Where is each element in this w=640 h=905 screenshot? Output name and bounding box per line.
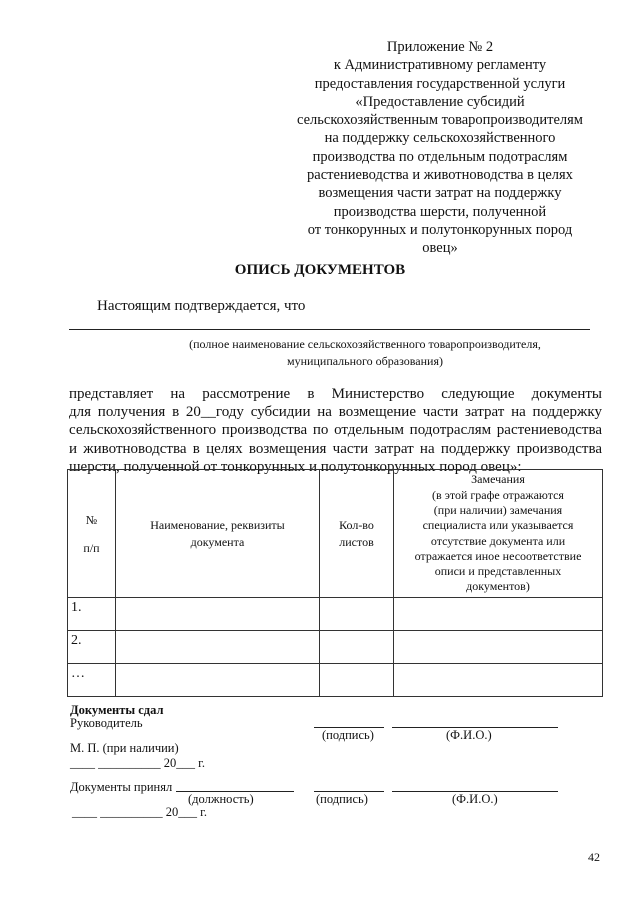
table-header-row — [68, 470, 603, 598]
row-number: 1. — [68, 598, 116, 631]
appendix-line: овец» — [422, 240, 458, 257]
row-qty-cell[interactable] — [320, 664, 394, 697]
intro-text: Настоящим подтверждается, что — [97, 298, 306, 314]
page-number: 42 — [588, 850, 600, 864]
body-paragraph — [69, 385, 602, 476]
applicant-caption — [165, 336, 565, 370]
appendix-line: возмещения части затрат на поддержку — [318, 185, 562, 202]
header-num — [68, 470, 116, 598]
body-line: и животноводства в целях возмещения части затрат на поддержку производства — [69, 440, 602, 457]
row-qty-cell[interactable] — [320, 631, 394, 664]
header-remarks-line: отражается иное несоответствие — [414, 548, 582, 563]
row-number: … — [68, 664, 116, 697]
header-remarks-line: (в этой графе отражаются — [432, 487, 564, 502]
header-qty-line: Кол-во — [339, 517, 374, 532]
header-qty — [320, 470, 394, 598]
caption-line: (полное наименование сельскохозяйственного товаропроизводителя, — [189, 337, 541, 351]
appendix-line: производства шерсти, полученной — [333, 203, 547, 220]
date-line: ____ __________ 20___ г. — [72, 805, 207, 819]
appendix-line: к Административному регламенту — [333, 57, 547, 74]
table-row — [68, 631, 603, 664]
mp-label: М. П. (при наличии) — [70, 741, 179, 755]
applicant-name-line — [69, 329, 590, 330]
row-remarks-cell[interactable] — [394, 598, 603, 631]
table-row — [68, 598, 603, 631]
header-num-label: п/п — [83, 540, 100, 555]
header-num-symbol: № — [85, 512, 98, 527]
row-remarks-cell[interactable] — [394, 664, 603, 697]
header-remarks-line: Замечания — [471, 472, 525, 487]
body-line: для получения в 20__году субсидии на возмещение части затрат на поддержку — [69, 404, 602, 421]
position-caption: (должность) — [188, 792, 254, 806]
body-line: шерсти, полученной от тонкорунных и полутонкорунных пород овец»: — [69, 458, 522, 475]
header-remarks-line: документов) — [466, 579, 530, 594]
appendix-line: производства по отдельным подотраслям — [312, 148, 568, 165]
appendix-line: на поддержку сельскохозяйственного — [324, 130, 556, 147]
header-name — [116, 470, 320, 598]
appendix-line: Приложение № 2 — [386, 39, 494, 55]
header-remarks-line: специалиста или указывается — [422, 518, 574, 533]
row-number: 2. — [68, 631, 116, 664]
header-qty-line: листов — [339, 534, 374, 549]
fio-caption: (Ф.И.О.) — [446, 728, 492, 742]
head-label: Руководитель — [70, 716, 143, 730]
appendix-line: «Предоставление субсидий — [355, 93, 525, 110]
appendix-line: растениеводства и животноводства в целях — [307, 167, 573, 184]
row-remarks-cell[interactable] — [394, 631, 603, 664]
appendix-line: предоставления государственной услуги — [314, 75, 566, 92]
appendix-line: от тонкорунных и полутонкорунных пород — [307, 221, 573, 238]
body-line: сельскохозяйственного производства по отдельным подотраслям растениеводства — [69, 422, 602, 439]
received-label: Документы принял — [70, 780, 173, 794]
appendix-header — [270, 38, 610, 258]
signature-caption: (подпись) — [322, 728, 374, 742]
caption-line: муниципального образования) — [287, 354, 443, 368]
header-remarks — [394, 470, 603, 598]
fio-caption: (Ф.И.О.) — [452, 792, 498, 806]
header-name-line: документа — [190, 534, 245, 549]
document-title: ОПИСЬ ДОКУМЕНТОВ — [234, 262, 406, 278]
header-remarks-line: описи и представленных — [434, 564, 562, 579]
row-name-cell[interactable] — [116, 598, 320, 631]
body-line: представляет на рассмотрение в Министерство следующие документы — [69, 386, 602, 402]
appendix-line: сельскохозяйственным товаропроизводителям — [297, 112, 583, 129]
signature-caption: (подпись) — [316, 792, 368, 806]
documents-table — [67, 469, 603, 697]
row-name-cell[interactable] — [116, 664, 320, 697]
header-remarks-line: отсутствие документа или — [430, 533, 566, 548]
handed-title: Документы сдал — [70, 703, 164, 717]
row-name-cell[interactable] — [116, 631, 320, 664]
header-name-line: Наименование, реквизиты — [150, 517, 285, 532]
row-qty-cell[interactable] — [320, 598, 394, 631]
date-line: ____ __________ 20___ г. — [70, 756, 205, 770]
header-remarks-line: (при наличии) замечания — [433, 502, 563, 517]
table-row — [68, 664, 603, 697]
